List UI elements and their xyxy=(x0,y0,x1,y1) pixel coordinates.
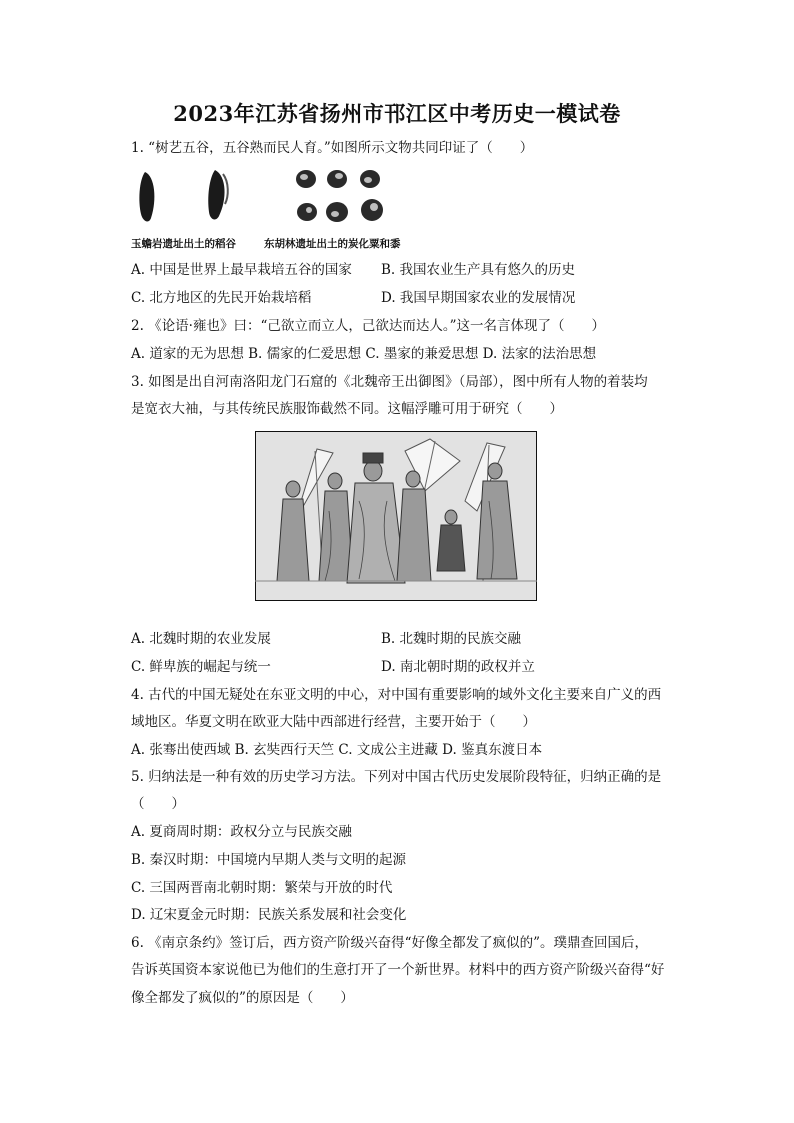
rice-grains-image xyxy=(131,166,251,228)
q5-stem-line-1: 5. 归纳法是一种有效的历史学习方法。下列对中国古代历史发展阶段特征，归纳正确的是 xyxy=(131,769,662,785)
q6-stem-line-1: 6. 《南京条约》签订后，西方资产阶级兴奋得“好像全都发了疯似的”。璞鼎查回国后， xyxy=(131,935,648,951)
q5-option-b[interactable]: B. 秦汉时期：中国境内早期人类与文明的起源 xyxy=(131,852,407,868)
q1-option-b[interactable]: B. 我国农业生产具有悠久的历史 xyxy=(381,262,576,278)
q6-stem-line-2: 告诉英国资本家说他已为他们的生意打开了一个新世界。材料中的西方资产阶级兴奋得“好 xyxy=(131,962,665,978)
q1-stem: 1. “树艺五谷，五谷熟而民人育。”如图所示文物共同印证了（ ） xyxy=(131,140,534,156)
q3-option-b[interactable]: B. 北魏时期的民族交融 xyxy=(381,631,522,647)
q3-option-a[interactable]: A. 北魏时期的农业发展 xyxy=(131,631,271,647)
q3-option-c[interactable]: C. 鲜卑族的崛起与统一 xyxy=(131,659,271,675)
q1-option-d[interactable]: D. 我国早期国家农业的发展情况 xyxy=(381,290,576,306)
caption-millet: 东胡林遗址出土的炭化粟和黍 xyxy=(264,238,401,250)
q5-option-c[interactable]: C. 三国两晋南北朝时期：繁荣与开放的时代 xyxy=(131,880,393,896)
q5-option-a[interactable]: A. 夏商周时期：政权分立与民族交融 xyxy=(131,824,352,840)
q3-option-d[interactable]: D. 南北朝时期的政权并立 xyxy=(381,659,535,675)
q3-stem-line-1: 3. 如图是出自河南洛阳龙门石窟的《北魏帝王出御图》（局部），图中所有人物的着装均 xyxy=(131,374,648,390)
q4-options[interactable]: A. 张骞出使西域 B. 玄奘西行天竺 C. 文成公主进藏 D. 鉴真东渡日本 xyxy=(131,742,543,758)
q1-option-a[interactable]: A. 中国是世界上最早栽培五谷的国家 xyxy=(131,262,352,278)
q4-stem-line-1: 4. 古代的中国无疑处在东亚文明的中心，对中国有重要影响的域外文化主要来自广义的西 xyxy=(131,687,662,703)
q3-stem-line-2: 是宽衣大袖，与其传统民族服饰截然不同。这幅浮雕可用于研究（ ） xyxy=(131,401,563,417)
q2-options[interactable]: A. 道家的无为思想 B. 儒家的仁爱思想 C. 墨家的兼爱思想 D. 法家的法治思想 xyxy=(131,346,597,362)
northern-wei-relief-image xyxy=(255,431,537,601)
q5-option-d[interactable]: D. 辽宋夏金元时期：民族关系发展和社会变化 xyxy=(131,907,407,923)
caption-rice: 玉蟾岩遗址出土的稻谷 xyxy=(131,238,236,250)
q4-stem-line-2: 域地区。华夏文明在欧亚大陆中西部进行经营，主要开始于（ ） xyxy=(131,714,536,730)
page-title: 2023年江苏省扬州市邗江区中考历史一模试卷 xyxy=(173,101,621,126)
q5-stem-line-2: （ ） xyxy=(131,796,185,812)
q2-stem: 2. 《论语·雍也》曰：“己欲立而立人，己欲达而达人。”这一名言体现了（ ） xyxy=(131,318,606,334)
millet-grains-image xyxy=(292,166,390,228)
q6-stem-line-3: 像全都发了疯似的”的原因是（ ） xyxy=(131,990,354,1006)
q1-option-c[interactable]: C. 北方地区的先民开始栽培稻 xyxy=(131,290,312,306)
